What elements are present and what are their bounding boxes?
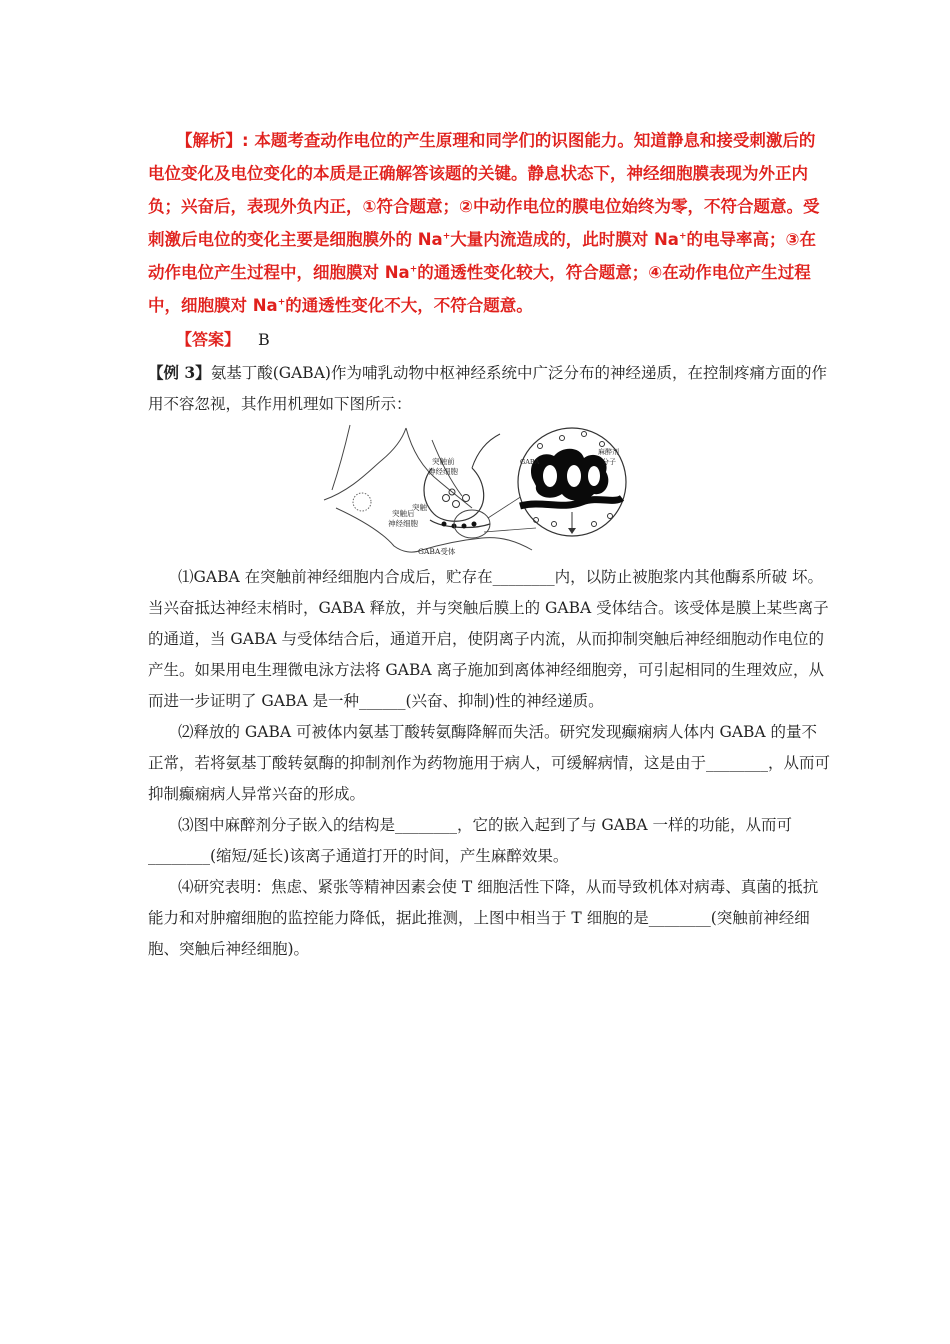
zoom-line [484, 528, 536, 532]
analysis-paragraph [148, 124, 828, 322]
answer-tag: 【答案】 [176, 330, 241, 349]
vesicle [463, 495, 470, 502]
channel-pore [588, 466, 600, 486]
superscript: + [678, 231, 687, 242]
questions [148, 562, 830, 965]
question-4: ⑷研究表明：焦虑、紧张等精神因素会使 T 细胞活性下降，从而导致机体对病毒、真菌的抵抗能力和对肿瘤细胞的监控能力降低，据此推测，上图中相当于 T 细胞的是________(突触前神经细胞、突触后神经细胞)。 [148, 878, 819, 958]
neuron-outline [332, 425, 350, 490]
analysis-tag: 【解析】 [176, 131, 242, 150]
synapse-figure [322, 420, 628, 558]
label-post-2: 神经细胞 [388, 519, 418, 528]
example-3-text: 氨基丁酸(GABA)作为哺乳动物中枢神经系统中广泛分布的神经递质，在控制疼痛方面的作用不容忽视，其作用机理如下图所示： [148, 364, 827, 413]
neuron-outline [324, 428, 406, 500]
receptor-dot [442, 522, 447, 527]
receptor-dot [472, 522, 477, 527]
analysis-section [148, 124, 828, 322]
analysis-text-2: 大量内流造成的，此时膜对 Na [450, 230, 679, 249]
question-1: ⑴GABA 在突触前神经细胞内合成后，贮存在________内，以防止被胞浆内其他酶系所破 坏。当兴奋抵达神经末梢时，GABA 释放，并与突触后膜上的 GABA 受体结合。该受体是膜上某些离子的通道，当 GABA 与受体结合后，通道开启，使阴离子内流，从而抑制突触后神经细胞动作电位的产生。如果用电生理微电泳方法将 GABA 离子施加到离体神经细胞旁，可引起相同的生理效应，从而进一步证明了 GABA 是一种______(兴奋、抑制)性的神经递质。 [148, 568, 829, 710]
channel-pore [543, 465, 557, 487]
analysis-text-3: 的电导率高；③在动作电位产生过程中，细胞膜对 Na [148, 230, 816, 282]
example-3 [148, 357, 830, 420]
superscript: + [277, 297, 286, 308]
label-gaba: GABA [520, 458, 540, 466]
label-pre-2: 神经细胞 [428, 467, 458, 476]
nucleus [353, 493, 371, 511]
answer-line [176, 327, 270, 350]
example-3-paragraph [148, 357, 830, 420]
vesicle [443, 495, 450, 502]
label-anesthetic-2: 分子 [602, 458, 616, 466]
receptor-dot [462, 524, 467, 529]
label-cleft: 突触 [412, 503, 427, 512]
analysis-text-1: : 本题考查动作电位的产生原理和同学们的识图能力。知道静息和接受刺激后的电位变化及电位变化的本质是正确解答该题的关键。静息状态下，神经细胞膜表现为外正内负；兴奋后，表现外负内正，①符合题意；②中动作电位的膜电位始终为零，不符合题意。受刺激后电位的变化主要是细胞膜外的 Na [148, 131, 820, 249]
question-3: ⑶图中麻醉剂分子嵌入的结构是________，它的嵌入起到了与 GABA 一样的功能，从而可________(缩短/延长)该离子通道打开的时间，产生麻醉效果。 [148, 816, 793, 865]
example-3-label: 【例 3】 [148, 363, 211, 382]
label-post: 突触后 [392, 509, 415, 518]
analysis-text-5: 的通透性变化不大，不符合题意。 [285, 296, 533, 315]
label-anesthetic: 麻醉剂 [598, 448, 619, 456]
analysis-text-4: 的通透性变化较大，符合题意；④在动作电位产生过程中，细胞膜对 Na [148, 263, 811, 315]
vesicle [453, 501, 460, 508]
channel-pore [567, 465, 581, 487]
question-2: ⑵释放的 GABA 可被体内氨基丁酸转氨酶降解而失活。研究发现癫痫病人体内 GABA 的量不正常，若将氨基丁酸转氨酶的抑制剂作为药物施用于病人，可缓解病情，这是由于________，从而可抑制癫痫病人异常兴奋的形成。 [148, 723, 831, 803]
neuron-outline [472, 434, 500, 468]
label-pre: 突触前 [432, 457, 455, 466]
zoom-line [488, 496, 522, 518]
superscript: + [442, 231, 451, 242]
superscript: + [409, 264, 418, 275]
answer-value: B [258, 330, 270, 349]
label-receptor: GABA受体 [418, 547, 456, 556]
